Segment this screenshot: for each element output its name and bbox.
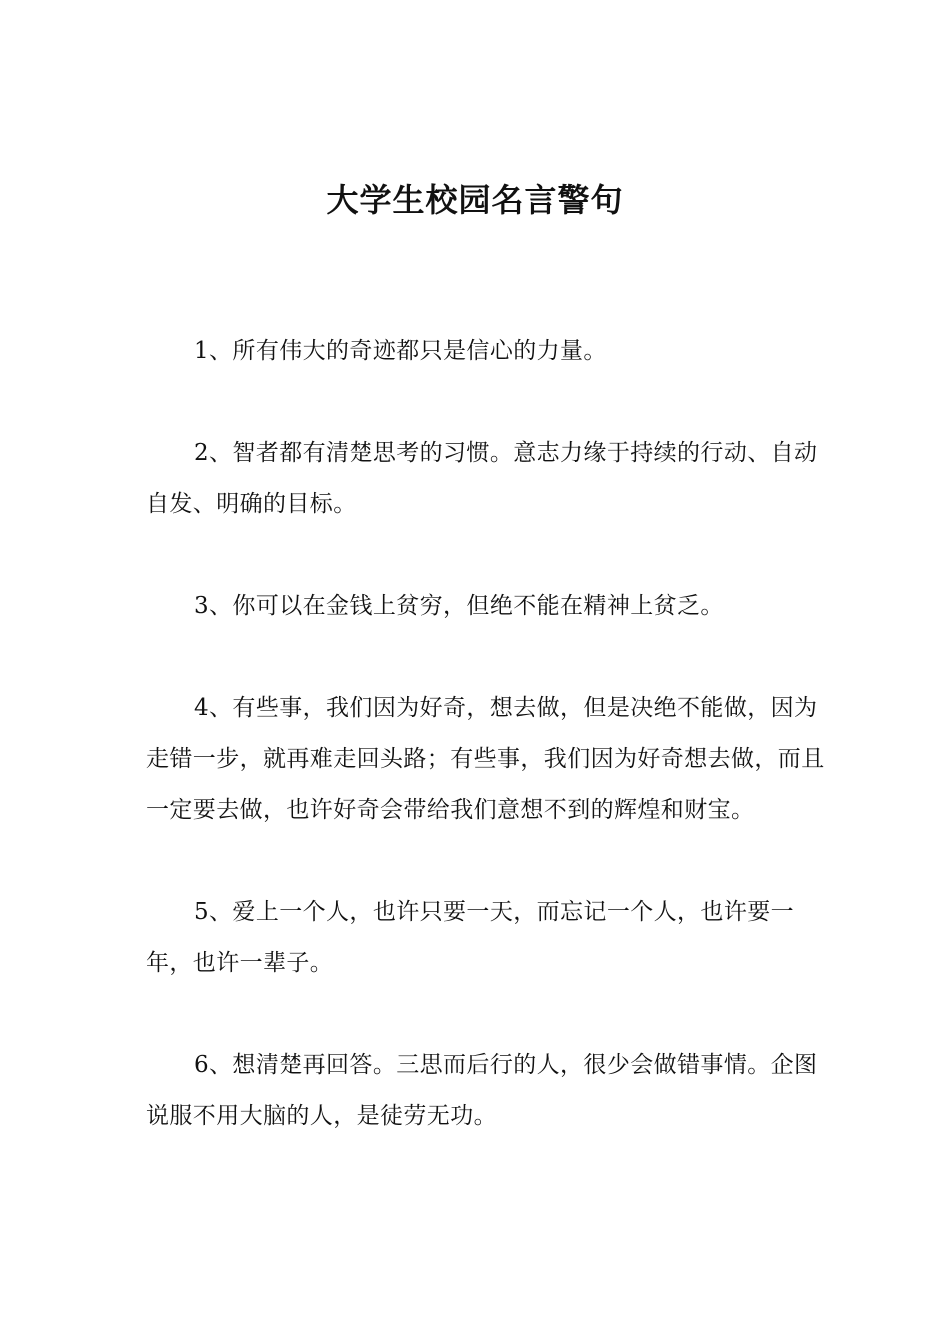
document-body <box>146 326 836 1142</box>
quote-paragraph-1: 1、所有伟大的奇迹都只是信心的力量。 <box>194 338 607 364</box>
quote-paragraph-5: 5、爱上一个人，也许只要一天，而忘记一个人，也许要一年，也许一辈子。 <box>146 899 795 976</box>
quote-paragraph-3: 3、你可以在金钱上贫穷，但绝不能在精神上贫乏。 <box>194 593 724 619</box>
document-title: 大学生校园名言警句 <box>326 181 624 219</box>
quote-paragraph-2: 2、智者都有清楚思考的习惯。意志力缘于持续的行动、自动自发、明确的目标。 <box>146 440 818 517</box>
quote-paragraph-6: 6、想清楚再回答。三思而后行的人，很少会做错事情。企图说服不用大脑的人，是徒劳无功。 <box>146 1052 818 1129</box>
quote-paragraph-4: 4、有些事，我们因为好奇，想去做，但是决绝不能做，因为走错一步，就再难走回头路；有些事，我们因为好奇想去做，而且一定要去做，也许好奇会带给我们意想不到的辉煌和财宝。 <box>146 695 825 823</box>
